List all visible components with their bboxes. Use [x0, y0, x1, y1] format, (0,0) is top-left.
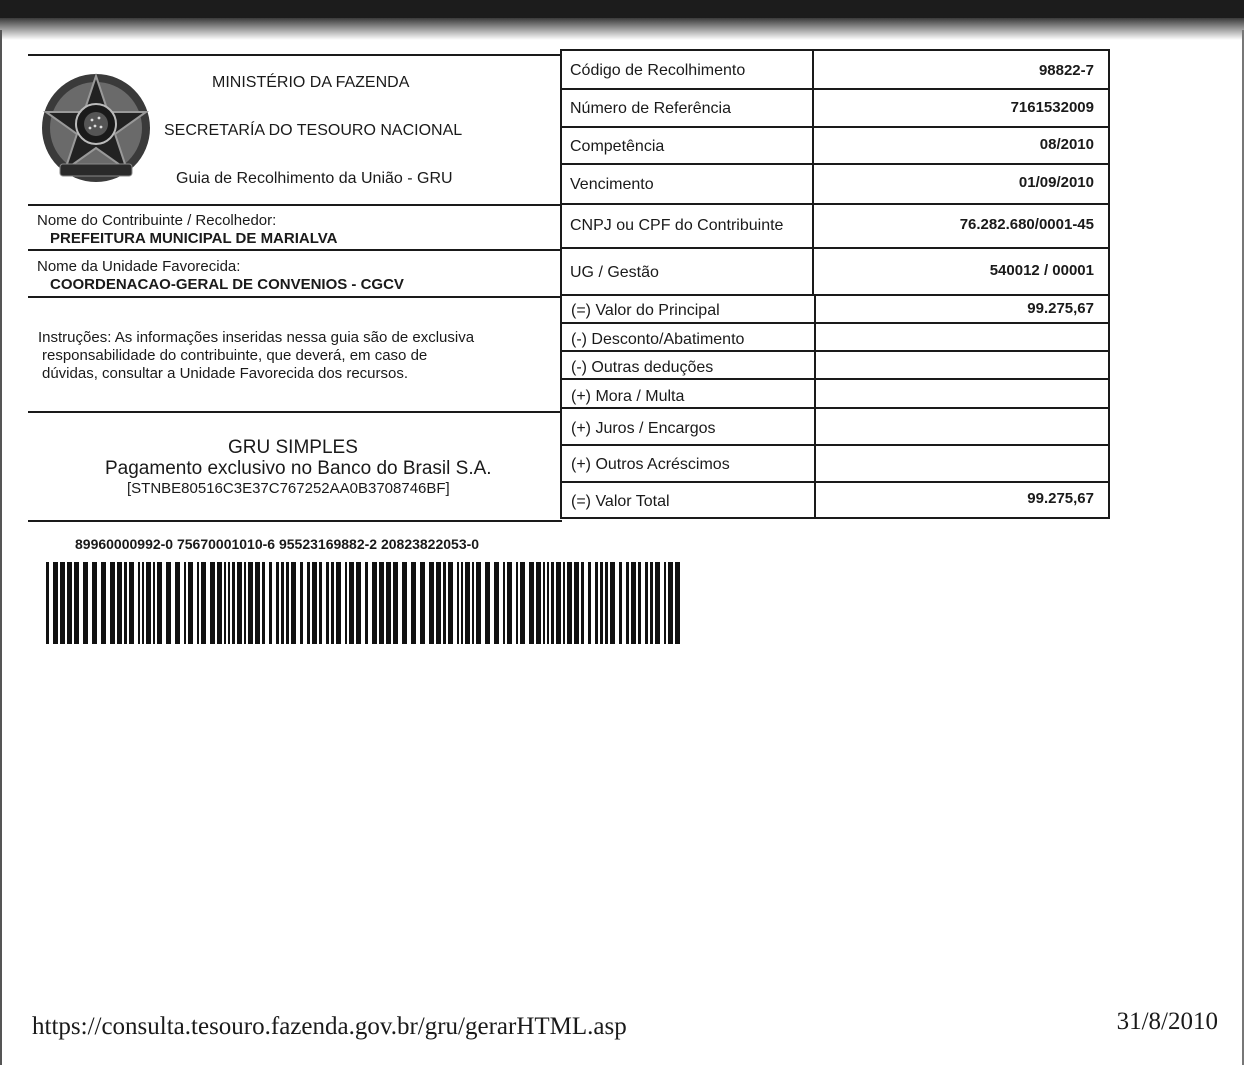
- amount-label: (-) Outras deduções: [571, 359, 714, 376]
- barcode-bar: [129, 562, 134, 644]
- field-label: Número de Referência: [570, 100, 731, 117]
- barcode-bar: [210, 562, 215, 644]
- barcode-bar: [457, 562, 459, 644]
- field-value: 01/09/2010: [1018, 174, 1094, 191]
- brazil-coat-of-arms-icon: [38, 68, 154, 188]
- barcode-bar: [494, 562, 499, 644]
- barcode-bar: [331, 562, 334, 644]
- barcode-bar: [664, 562, 666, 644]
- row-rule: [560, 350, 1110, 352]
- payment-bank: Pagamento exclusivo no Banco do Brasil S.A.: [105, 458, 492, 479]
- amount-label: (+) Mora / Multa: [571, 388, 685, 405]
- barcode-bar: [675, 562, 680, 644]
- barcode-bar: [101, 562, 106, 644]
- row-rule: [560, 322, 1110, 324]
- field-label: Competência: [570, 138, 665, 155]
- field-value: 98822-7: [1038, 62, 1094, 79]
- barcode-bar: [448, 562, 453, 644]
- barcode-bar: [429, 562, 434, 644]
- barcode-bar: [379, 562, 384, 644]
- barcode-bar: [386, 562, 391, 644]
- barcode-bar: [291, 562, 296, 644]
- row-rule: [560, 247, 1110, 249]
- barcode-bar: [626, 562, 629, 644]
- barcode-bar: [157, 562, 162, 644]
- amount-label: (-) Desconto/Abatimento: [571, 331, 745, 348]
- barcode-bar: [443, 562, 446, 644]
- barcode-bar: [465, 562, 470, 644]
- contribuinte-label: Nome do Contribuinte / Recolhedor:: [37, 212, 277, 229]
- barcode-bar: [201, 562, 206, 644]
- barcode-bar: [74, 562, 79, 644]
- barcode-bar: [520, 562, 525, 644]
- barcode-bar: [365, 562, 368, 644]
- field-value: 540012 / 00001: [989, 262, 1094, 279]
- barcode-bar: [619, 562, 622, 644]
- instructions-divider: [28, 411, 562, 413]
- ministry-title: MINISTÉRIO DA FAZENDA: [212, 74, 410, 91]
- amount-label: (=) Valor Total: [571, 493, 670, 510]
- field-value: 08/2010: [1039, 136, 1094, 153]
- barcode-bar: [336, 562, 341, 644]
- row-rule: [560, 163, 1110, 165]
- barcode-bar: [503, 562, 505, 644]
- scan-top-band: [0, 0, 1244, 18]
- barcode-bar: [472, 562, 474, 644]
- barcode-bar: [276, 562, 279, 644]
- instructions-line-3: dúvidas, consultar a Unidade Favorecida dos recursos.: [42, 365, 409, 382]
- barcode-bar: [300, 562, 303, 644]
- barcode-bar: [248, 562, 253, 644]
- amount-label: (+) Juros / Encargos: [571, 420, 716, 437]
- contribuinte-id-divider: [812, 203, 814, 296]
- barcode-bar: [650, 562, 653, 644]
- barcode-bar: [262, 562, 265, 644]
- barcode-bar: [411, 562, 416, 644]
- barcode-bar: [567, 562, 572, 644]
- barcode-bar: [600, 562, 603, 644]
- payment-code: [STNBE80516C3E37C767252AA0B3708746BF]: [127, 480, 450, 497]
- barcode-bar: [372, 562, 377, 644]
- barcode-bar: [645, 562, 648, 644]
- barcode-bar: [110, 562, 115, 644]
- barcode-bar: [83, 562, 88, 644]
- barcode-bar: [638, 562, 641, 644]
- barcode-bar: [536, 562, 541, 644]
- barcode-bar: [507, 562, 512, 644]
- barcode-bar: [188, 562, 193, 644]
- barcode-bar: [581, 562, 584, 644]
- barcode-image: [46, 562, 680, 644]
- barcode-bar: [166, 562, 171, 644]
- barcode-bar: [286, 562, 289, 644]
- barcode-bar: [574, 562, 579, 644]
- barcode-bar: [255, 562, 260, 644]
- barcode-bar: [461, 562, 463, 644]
- contribuinte-name: PREFEITURA MUNICIPAL DE MARIALVA: [50, 230, 338, 247]
- row-rule: [560, 378, 1110, 380]
- amount-label: (=) Valor do Principal: [571, 302, 720, 319]
- barcode-bar: [543, 562, 545, 644]
- footer-date: 31/8/2010: [1116, 1008, 1218, 1035]
- barcode-bar: [356, 562, 361, 644]
- barcode-bar: [307, 562, 310, 644]
- barcode-bar: [175, 562, 180, 644]
- barcode-bar: [117, 562, 122, 644]
- unidade-label: Nome da Unidade Favorecida:: [37, 258, 241, 275]
- barcode-bar: [631, 562, 636, 644]
- barcode-bar: [153, 562, 155, 644]
- barcode-bar: [312, 562, 317, 644]
- field-label: Vencimento: [570, 176, 654, 193]
- field-label: CNPJ ou CPF do Contribuinte: [570, 217, 784, 234]
- barcode-bar: [605, 562, 608, 644]
- row-rule: [560, 444, 1110, 446]
- unidade-name: COORDENACAO-GERAL DE CONVENIOS - CGCV: [50, 276, 404, 293]
- barcode-bar: [668, 562, 673, 644]
- field-value: 7161532009: [1010, 99, 1094, 116]
- barcode-bar: [146, 562, 151, 644]
- scan-shadow: [0, 18, 1244, 40]
- instructions-line-2: responsabilidade do contribuinte, que deverá, em caso de: [42, 347, 428, 364]
- contribuinte-divider: [28, 249, 562, 251]
- top-rule: [28, 54, 562, 56]
- barcode-bar: [529, 562, 534, 644]
- barcode-bar: [269, 562, 272, 644]
- barcode-bar: [556, 562, 561, 644]
- barcode-bar: [476, 562, 481, 644]
- barcode-digits: 89960000992-0 75670001010-6 95523169882-2 20823822053-0: [75, 536, 480, 552]
- barcode-bar: [244, 562, 246, 644]
- barcode-bar: [197, 562, 199, 644]
- instructions-line-1: Instruções: As informações inseridas nessa guia são de exclusiva: [38, 329, 475, 346]
- barcode-bar: [46, 562, 49, 644]
- barcode-bar: [655, 562, 660, 644]
- barcode-bar: [420, 562, 425, 644]
- amount-value: 99.275,67: [1027, 490, 1094, 507]
- footer-url: https://consulta.tesouro.fazenda.gov.br/gru/gerarHTML.asp: [32, 1013, 627, 1040]
- secretariat-title: SECRETARÍA DO TESOURO NACIONAL: [164, 122, 463, 139]
- barcode-bar: [563, 562, 565, 644]
- row-rule: [560, 126, 1110, 128]
- barcode-bar: [124, 562, 127, 644]
- barcode-bar: [345, 562, 347, 644]
- barcode-bar: [436, 562, 441, 644]
- barcode-bar: [281, 562, 284, 644]
- payment-title: GRU SIMPLES: [228, 437, 358, 458]
- barcode-bar: [217, 562, 222, 644]
- barcode-bar: [237, 562, 242, 644]
- scan-left-edge: [0, 30, 2, 1065]
- guide-title: Guia de Recolhimento da União - GRU: [176, 170, 453, 187]
- bottom-rule: [28, 520, 562, 522]
- header-divider: [28, 204, 562, 206]
- barcode-bar: [138, 562, 140, 644]
- amount-value: 99.275,67: [1027, 300, 1094, 317]
- barcode-bar: [232, 562, 235, 644]
- barcode-bar: [228, 562, 230, 644]
- barcode-bar: [547, 562, 549, 644]
- barcode-bar: [551, 562, 554, 644]
- barcode-bar: [588, 562, 591, 644]
- barcode-bar: [595, 562, 598, 644]
- barcode-bar: [393, 562, 398, 644]
- barcode-bar: [516, 562, 518, 644]
- barcode-bar: [402, 562, 407, 644]
- field-label: UG / Gestão: [570, 264, 659, 281]
- barcode-bar: [142, 562, 144, 644]
- barcode-bar: [610, 562, 615, 644]
- amount-label: (+) Outros Acréscimos: [571, 456, 730, 473]
- field-label: Código de Recolhimento: [570, 62, 746, 79]
- row-rule: [560, 88, 1110, 90]
- barcode-bar: [326, 562, 329, 644]
- barcode-bar: [60, 562, 65, 644]
- row-rule: [560, 481, 1110, 483]
- barcode-bar: [319, 562, 322, 644]
- barcode-bar: [92, 562, 97, 644]
- row-rule: [560, 407, 1110, 409]
- barcode-bar: [224, 562, 226, 644]
- barcode-bar: [485, 562, 490, 644]
- field-value: 76.282.680/0001-45: [959, 216, 1094, 233]
- unidade-divider: [28, 296, 562, 298]
- barcode-bar: [53, 562, 58, 644]
- barcode-bar: [184, 562, 186, 644]
- barcode-bar: [67, 562, 72, 644]
- barcode-bar: [349, 562, 354, 644]
